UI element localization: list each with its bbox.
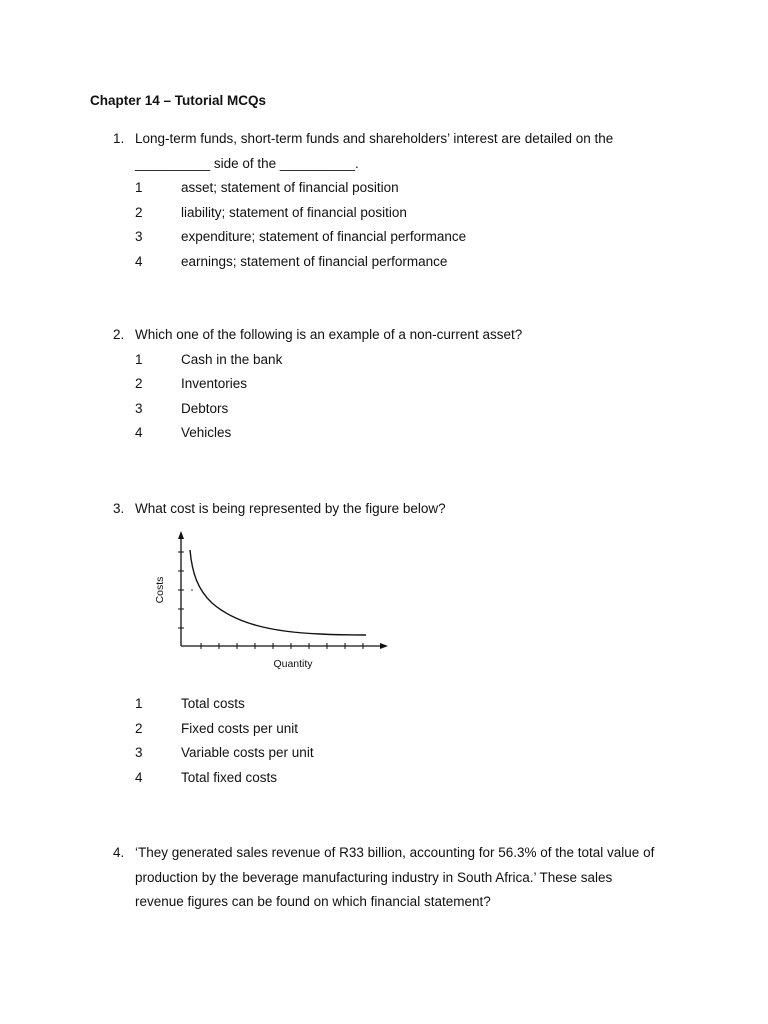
question-4 [113,841,677,915]
option-text: Cash in the bank [181,351,283,367]
x-axis-arrow [380,643,388,649]
option-item[interactable] [135,717,677,742]
question-number: 1. [113,131,125,146]
option-text: Total costs [181,696,245,711]
option-number: 2 [135,720,143,736]
question-3 [113,497,677,522]
option-text: asset; statement of financial position [181,180,399,195]
question-text-line: __________ side of the __________. [135,155,359,171]
option-number: 2 [135,204,143,220]
option-item[interactable] [135,225,677,250]
option-number: 4 [135,425,143,440]
option-item[interactable] [135,176,677,201]
question-number: 4. [113,845,125,860]
option-number: 3 [135,745,143,760]
option-item[interactable] [135,372,677,397]
option-number: 4 [135,253,143,269]
option-text: Fixed costs per unit [181,720,299,736]
question-3-options [113,692,677,790]
cost-curve-figure [150,528,400,678]
option-text: Vehicles [181,425,232,440]
question-1 [113,127,677,274]
option-number: 3 [135,229,143,244]
curve-dot [191,589,193,591]
option-number: 2 [135,376,143,391]
option-number: 4 [135,769,143,785]
option-item[interactable] [135,692,677,717]
option-text: earnings; statement of financial performance [181,253,448,269]
option-item[interactable] [135,397,677,422]
cost-curve [190,550,366,635]
option-text: Total fixed costs [181,769,278,785]
option-text: liability; statement of financial position [181,204,407,220]
question-text-line: Long-term funds, short-term funds and shareholders’ interest are detailed on the [135,131,614,146]
question-text: Which one of the following is an example of a non-current asset? [135,327,523,342]
option-item[interactable] [135,421,677,446]
option-number: 1 [135,696,143,711]
question-text: What cost is being represented by the figure below? [135,501,446,516]
option-text: expenditure; statement of financial performance [181,229,467,244]
option-number: 3 [135,400,143,416]
y-axis-label: Costs [154,576,166,604]
option-item[interactable] [135,766,677,791]
option-list [135,176,677,274]
option-item[interactable] [135,348,677,373]
question-text-line: ‘They generated sales revenue of R33 billion, accounting for 56.3% of the total value of [135,845,655,860]
option-list [135,348,677,446]
page-title: Chapter 14 – Tutorial MCQs [90,93,267,108]
option-text: Debtors [181,400,229,416]
question-2 [113,323,677,446]
option-text: Variable costs per unit [181,745,314,760]
option-item[interactable] [135,201,677,226]
question-text-line: production by the beverage manufacturing industry in South Africa.’ These sales [135,869,613,885]
x-axis-label: Quantity [273,658,313,670]
option-list [135,692,677,790]
option-item[interactable] [135,250,677,275]
question-number: 3. [113,501,125,516]
option-number: 1 [135,351,143,367]
question-text-line: revenue figures can be found on which financial statement? [135,894,491,909]
y-axis-arrow [178,531,184,539]
option-number: 1 [135,180,143,195]
option-text: Inventories [181,376,248,391]
question-number: 2. [113,327,125,342]
option-item[interactable] [135,741,677,766]
